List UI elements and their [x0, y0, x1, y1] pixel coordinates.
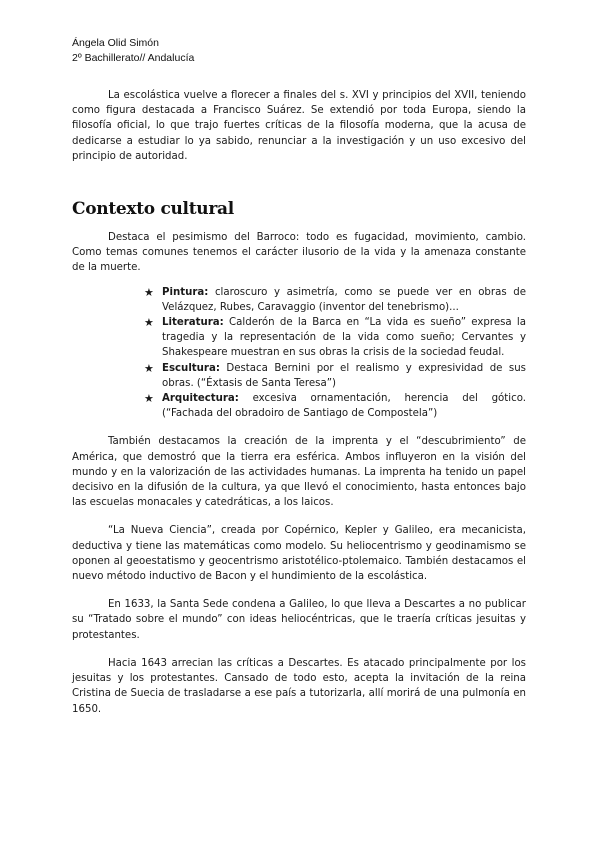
list-item-text: Destaca Bernini por el realismo y expresividad de sus obras. (“Éxtasis de Santa Teresa”): [162, 362, 526, 389]
paragraph-descartes: Hacia 1643 arrecian las críticas a Descartes. Es atacado principalmente por los jesuitas y los protestantes. Cansado de todo esto, acepta la invitación de la reina Cristina de Suecia de trasladarse a ese país a tutorizarla, allí morirá de una pulmonía en 1650.: [72, 657, 526, 715]
author-name: Ángela Olid Simón: [72, 37, 159, 49]
star-icon: ★: [144, 361, 154, 375]
list-item-literatura: [144, 315, 526, 361]
list-item-label: Literatura:: [162, 317, 224, 329]
star-icon: ★: [144, 285, 154, 299]
paragraph-baroque: Destaca el pesimismo del Barroco: todo es fugacidad, movimiento, cambio. Como temas comunes tenemos el carácter ilusorio de la vida y la amenaza constante de la muerte.: [72, 232, 526, 274]
arts-list: [72, 285, 526, 422]
paragraph-nueva-ciencia: “La Nueva Ciencia”, creada por Copérnico, Kepler y Galileo, era mecanicista, deductiva y tiene las matemáticas como modelo. Su heliocentrismo y geodinamismo se oponen al geoestatismo y geocentrismo aristotélico-ptolemaico. También destacamos el nuevo método inductivo de Bacon y el hundimiento de la escolástica.: [72, 525, 526, 583]
paragraph-galileo: En 1633, la Santa Sede condena a Galileo, lo que lleva a Descartes a no publicar su “Tratado sobre el mundo” con ideas heliocéntricas, que le traería críticas jesuitas y protestantes.: [72, 599, 526, 641]
paragraph-imprenta: También destacamos la creación de la imprenta y el “descubrimiento” de América, que demostró que la tierra era esférica. Ambos influyeron en la visión del mundo y en la valorización de las actividades humanas. La imprenta ha tenido un papel decisivo en la difusión de la cultura, ya que llevó el conocimiento, hasta entonces bajo las escuelas monacales y catedráticas, a los laicos.: [72, 436, 526, 509]
list-item-text: excesiva ornamentación, herencia del gótico. (“Fachada del obradoiro de Santiago de Compostela”): [162, 393, 526, 420]
list-item-pintura: [144, 285, 526, 315]
intro-paragraph: La escolástica vuelve a florecer a finales del s. XVI y principios del XVII, teniendo como figura destacada a Francisco Suárez. Se extendió por toda Europa, siendo la filosofía oficial, lo que trajo fuertes críticas de la filosofía moderna, que la acusa de dedicarse a estudiar lo ya sabido, renunciar a la investigación y un uso excesivo del principio de autoridad.: [72, 90, 526, 162]
star-icon: ★: [144, 316, 154, 330]
page-header: [72, 36, 194, 66]
list-item-text: Calderón de la Barca en “La vida es sueño” expresa la tragedia y la representación de la vida como sueño; Cervantes y Shakespeare muestran en sus obras la crisis de la sociedad feudal.: [162, 317, 526, 359]
star-icon: ★: [144, 392, 154, 406]
list-item-label: Arquitectura:: [162, 393, 239, 405]
course-label: 2º Bachillerato// Andalucía: [72, 52, 195, 64]
list-item-label: Pintura:: [162, 286, 209, 298]
document-body: [72, 88, 526, 717]
list-item-arquitectura: [144, 391, 526, 421]
section-heading: Contexto cultural: [72, 199, 234, 220]
list-item-label: Escultura:: [162, 362, 220, 374]
list-item-escultura: [144, 361, 526, 391]
list-item-text: claroscuro y asimetría, como se puede ver en obras de Velázquez, Rubes, Caravaggio (inventor del tenebrismo)...: [162, 286, 526, 313]
